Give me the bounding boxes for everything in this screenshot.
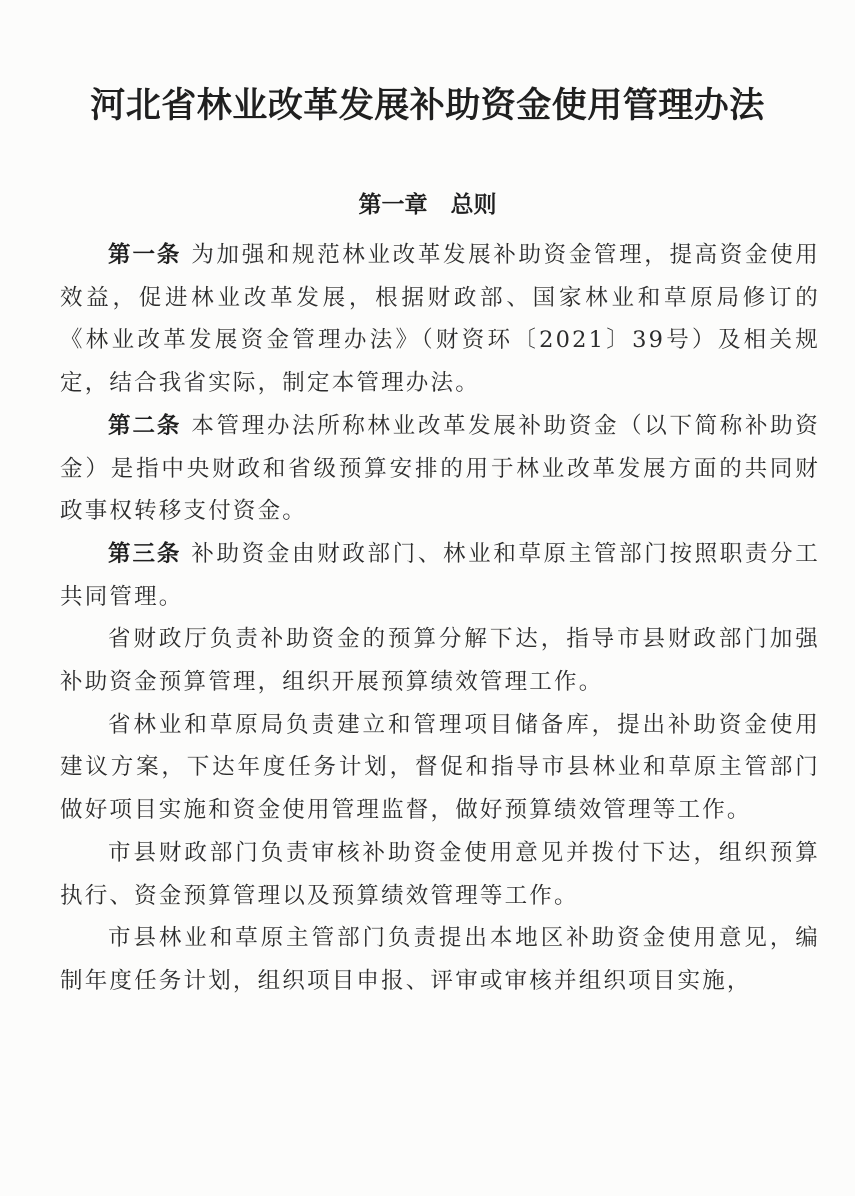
paragraph-text: 市县财政部门负责审核补助资金使用意见并拨付下达，组织预算执行、资金预算管理以及预算绩效管理等工作。 <box>60 839 820 909</box>
article-1-paragraph <box>60 234 820 405</box>
document-body <box>60 234 820 1003</box>
paragraph-text: 省林业和草原局负责建立和管理项目储备库，提出补助资金使用建议方案，下达年度任务计划，督促和指导市县林业和草原主管部门做好项目实施和资金使用管理监督，做好预算绩效管理等工作。 <box>60 711 820 824</box>
article-3-paragraph <box>60 533 820 618</box>
body-paragraph <box>60 618 820 703</box>
article-text: 补助资金由财政部门、林业和草原主管部门按照职责分工共同管理。 <box>60 540 820 610</box>
article-text: 本管理办法所称林业改革发展补助资金（以下简称补助资金）是指中央财政和省级预算安排的用于林业改革发展方面的共同财政事权转移支付资金。 <box>60 412 820 525</box>
paragraph-text: 省财政厅负责补助资金的预算分解下达，指导市县财政部门加强补助资金预算管理，组织开展预算绩效管理工作。 <box>60 626 820 696</box>
article-label: 第三条 <box>108 540 182 567</box>
article-label: 第一条 <box>108 242 182 268</box>
body-paragraph <box>60 832 820 917</box>
document-title: 河北省林业改革发展补助资金使用管理办法 <box>90 86 765 126</box>
chapter-heading: 第一章 总则 <box>358 192 497 218</box>
article-text: 为加强和规范林业改革发展补助资金管理，提高资金使用效益，促进林业改革发展，根据财政部、国家林业和草原局修订的《林业改革发展资金管理办法》（财资环〔2021〕39号）及相关规定，结合我省实际，制定本管理办法。 <box>60 242 820 397</box>
paragraph-text: 市县林业和草原主管部门负责提出本地区补助资金使用意见，编制年度任务计划，组织项目申报、评审或审核并组织项目实施， <box>60 925 820 994</box>
body-paragraph <box>60 704 820 832</box>
body-paragraph <box>60 917 820 1002</box>
article-2-paragraph <box>60 405 820 533</box>
article-label: 第二条 <box>108 412 182 439</box>
